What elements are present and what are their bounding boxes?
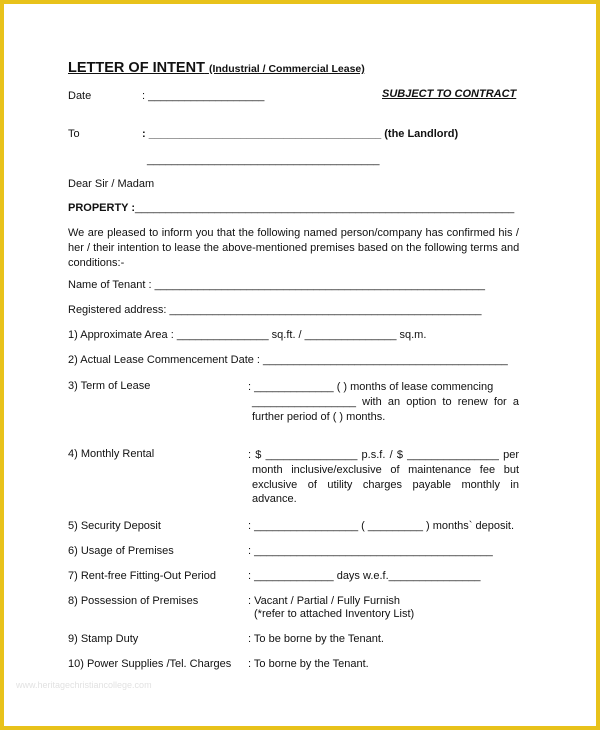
date-label: Date: [68, 90, 92, 102]
usage-label: 6) Usage of Premises: [68, 545, 174, 557]
rental-line: advance.: [252, 493, 297, 506]
possession-note: (*refer to attached Inventory List): [254, 608, 415, 620]
document-page: [4, 4, 596, 726]
term-line[interactable]: further period of ( ) months.: [252, 410, 386, 423]
term-line[interactable]: _________________ with an option to renew for a: [252, 395, 519, 408]
date-field[interactable]: : ___________________: [142, 90, 265, 102]
to-landlord-field[interactable]: : ______________________________________ (the Landlord): [142, 128, 459, 140]
title-text: LETTER OF INTENT: [68, 60, 205, 76]
rental-line: month inclusive/exclusive of maintenance fee but: [252, 463, 519, 476]
possession-value: : Vacant / Partial / Fully Furnish: [248, 595, 401, 607]
commencement-date-field[interactable]: 2) Actual Lease Commencement Date : ________________________________________: [68, 354, 508, 366]
document-subtitle: (Industrial / Commercial Lease): [208, 63, 365, 75]
term-line[interactable]: : _____________ ( ) months of lease commencing: [248, 381, 494, 393]
power-supplies-value: : To borne by the Tenant.: [248, 658, 369, 670]
to-landlord-field-line2[interactable]: ______________________________________: [147, 154, 380, 166]
to-label: To: [68, 128, 80, 140]
registered-address-field[interactable]: Registered address: ___________________________________________________: [68, 304, 482, 316]
approximate-area-field[interactable]: 1) Approximate Area : _______________ sq.ft. / _______________ sq.m.: [68, 329, 427, 341]
term-label: 3) Term of Lease: [68, 380, 151, 392]
watermark: www.heritagechristiancollege.com: [16, 680, 152, 690]
fitout-label: 7) Rent-free Fitting-Out Period: [68, 570, 216, 582]
stamp-duty-label: 9) Stamp Duty: [68, 633, 139, 645]
intro-line: conditions:-: [68, 256, 125, 269]
intro-line: We are pleased to inform you that the following named person/company has confirmed his /: [68, 227, 519, 239]
rental-block[interactable]: [248, 448, 519, 507]
deposit-label: 5) Security Deposit: [68, 520, 161, 532]
rental-line[interactable]: : $ _______________ p.s.f. / $ _______________ per: [248, 449, 519, 461]
rental-line: exclusive of utility charges payable monthly in: [252, 478, 519, 491]
salutation: Dear Sir / Madam: [68, 178, 155, 190]
term-block[interactable]: [248, 380, 519, 424]
intro-paragraph: [68, 226, 519, 270]
stamp-duty-value: : To be borne by the Tenant.: [248, 633, 384, 645]
property-field[interactable]: ______________________________________________________________: [135, 202, 515, 214]
document-title: [68, 60, 365, 76]
power-supplies-label: 10) Power Supplies /Tel. Charges: [68, 658, 232, 670]
subject-to-contract: SUBJECT TO CONTRACT: [382, 88, 517, 100]
deposit-field[interactable]: : _________________ ( _________ ) months` deposit.: [248, 520, 515, 532]
intro-line: her / their intention to lease the above-mentioned premises based on the following terms and: [68, 241, 520, 254]
fitout-field[interactable]: : _____________ days w.e.f._______________: [248, 570, 481, 582]
tenant-name-field[interactable]: Name of Tenant : ______________________________________________________: [68, 279, 485, 291]
rental-label: 4) Monthly Rental: [68, 448, 155, 460]
possession-label: 8) Possession of Premises: [68, 595, 199, 607]
usage-field[interactable]: : _______________________________________: [248, 545, 493, 557]
property-label: PROPERTY :: [68, 202, 136, 214]
